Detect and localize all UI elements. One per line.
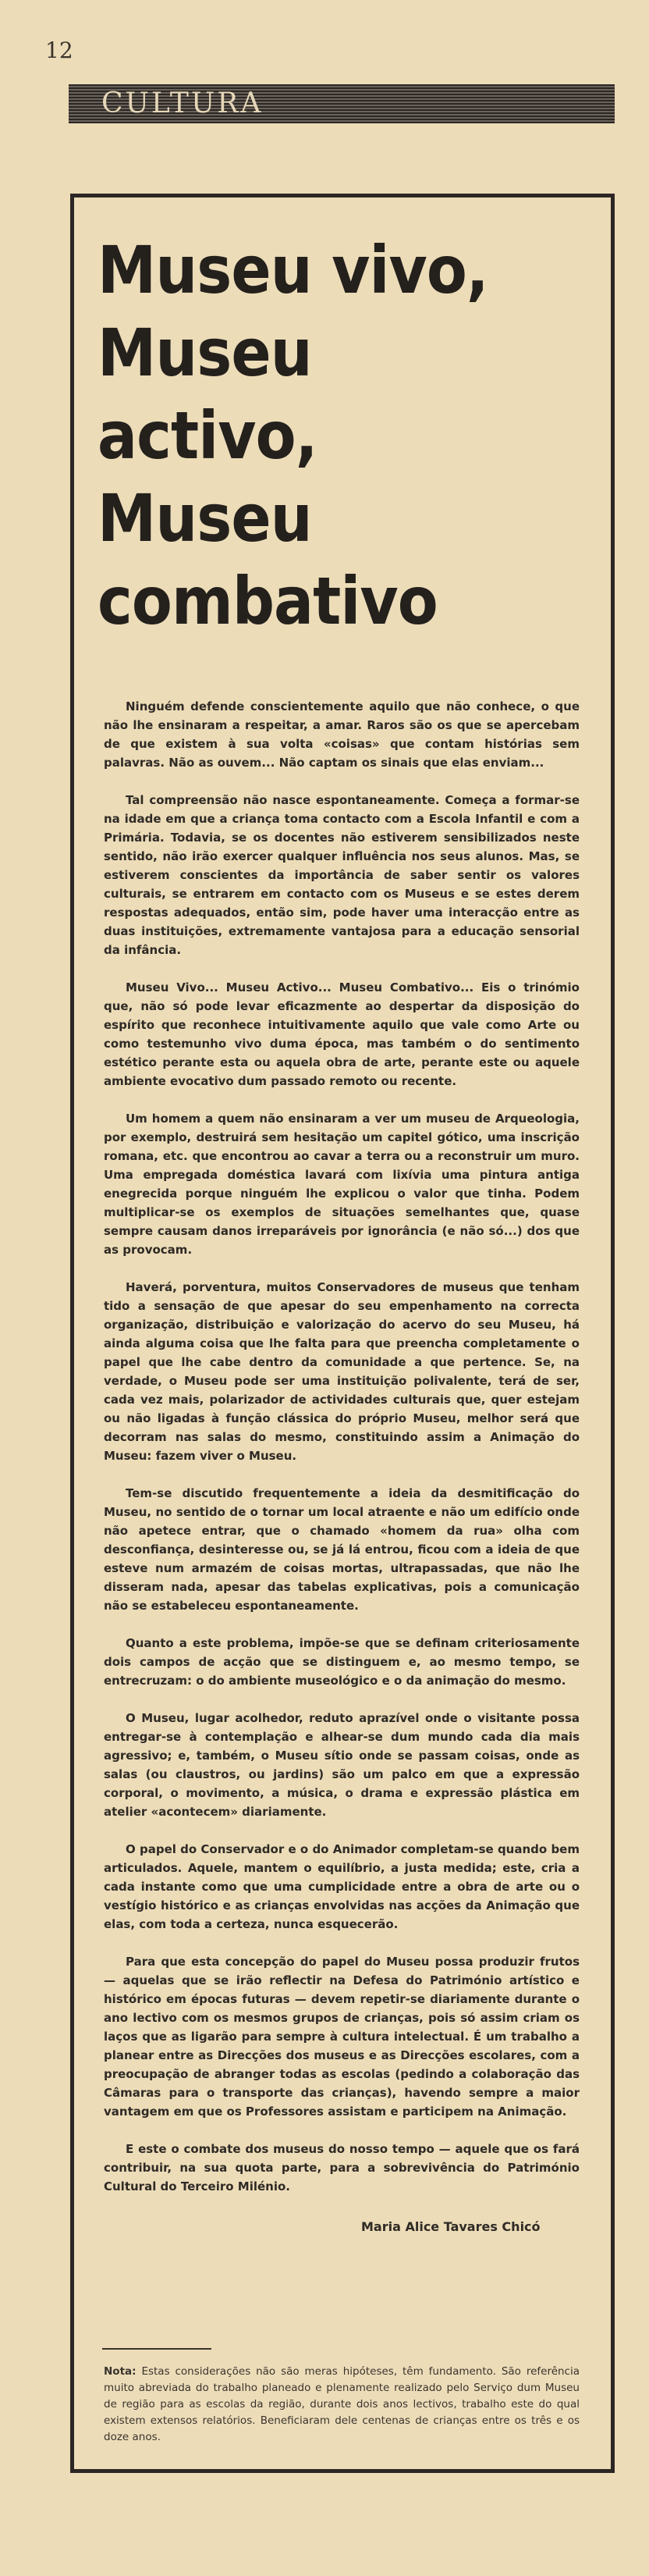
headline-line: Museu vivo, [98, 232, 488, 308]
footnote [104, 2364, 580, 2446]
paragraph: Haverá, porventura, muitos Conservadores de museus que tenham tido a sensação de que apesar do seu empenhamento na correcta organização, distribuição e valorização do acervo do seu Museu, há ainda alguma coisa que lhe falta para que preencha completamente o papel que lhe cabe dentro da comunidade a que pertence. Se, na verdade, o Museu pode ser uma instituição polivalente, terá de ser, cada vez mais, polarizador de actividades culturais que, quer estejam ou não ligadas à função clássica do próprio Museu, melhor será que decorram nas salas do mesmo, constituindo assim a Animação do Museu: fazem viver o Museu. [104, 1280, 580, 1463]
article-body [104, 697, 580, 2215]
paragraph: Museu Vivo... Museu Activo... Museu Combativo... Eis o trinómio que, não só pode levar eficazmente ao despertar da disposição do espírito que reconhece intuitivamente aquilo que vale como Arte ou como testemunho vivo duma época, mas também o do sentimento estético perante esta ou aquela obra de arte, perante este ou aquele ambiente evocativo dum passado remoto ou recente. [104, 980, 580, 1088]
author-signature: Maria Alice Tavares Chicó [361, 2219, 541, 2234]
section-label: CULTURA [101, 87, 264, 119]
footnote-label: Nota: [104, 2365, 137, 2378]
paragraph: E este o combate dos museus do nosso tempo — aquele que os fará contribuir, na sua quota parte, para a sobrevivência do Património Cultural do Terceiro Milénio. [104, 2142, 580, 2194]
headline-line: Museu [98, 480, 312, 557]
paragraph: O Museu, lugar acolhedor, reduto aprazível onde o visitante possa entregar-se à contemplação e alhear-se dum mundo cada dia mais agressivo; e, também, o Museu sítio onde se passam coisas, onde as salas (ou claustros, ou jardins) são um palco em que a expressão corporal, o movimento, a música, o drama e expressão plástica em atelier «acontecem» diariamente. [104, 1711, 580, 1819]
section-banner [69, 84, 615, 123]
article-box [70, 194, 615, 2473]
paragraph: Tem-se discutido frequentemente a ideia da desmitificação do Museu, no sentido de o tornar um local atraente e não um edifício onde não apetece entrar, que o chamado «homem da rua» olha com desconfiança, desinteresse ou, se já lá entrou, ficou com a ideia de que esteve num armazém de coisas mortas, ultrapassadas, que não lhe disseram nada, apesar das tabelas explicativas, pois a comunicação não se estabeleceu espontaneamente. [104, 1486, 580, 1613]
headline [98, 229, 533, 642]
paragraph: O papel do Conservador e o do Animador completam-se quando bem articulados. Aquele, mantem o equilíbrio, a justa medida; este, cria a cada instante como que uma cumplicidade entre a obra de arte ou o vestígio histórico e as crianças envolvidas nas acções da Animação que elas, com toda a certeza, nunca esquecerão. [104, 1842, 580, 1931]
headline-line: Museu activo, [98, 315, 317, 474]
paragraph: Para que esta concepção do papel do Museu possa produzir frutos — aquelas que se irão reflectir na Defesa do Património artístico e histórico em épocas futuras — devem repetir-se diariamente durante o ano lectivo com os mesmos grupos de crianças, pois só assim criam os laços que as ligarão para sempre à cultura intelectual. É um trabalho a planear entre as Direcções dos museus e as Direcções escolares, com a preocupação de abranger todas as escolas (pedindo a colaboração das Câmaras para o transporte das crianças), havendo sempre a maior vantagem em que os Professores assistam e participem na Animação. [104, 1955, 580, 2119]
footnote-text: Estas considerações não são meras hipóteses, têm fundamento. São referência muito abreviada do trabalho planeado e plenamente realizado pelo Serviço dum Museu de região para as escolas da região, durante dois anos lectivos, trabalho este do qual existem extensos relatórios. Beneficiaram dele centenas de crianças entre os três e os doze anos. [104, 2365, 580, 2443]
paragraph: Um homem a quem não ensinaram a ver um museu de Arqueologia, por exemplo, destruirá sem hesitação um capitel gótico, uma inscrição romana, etc. que encontrou ao cavar a terra ou a reconstruir um muro. Uma empregada doméstica lavará com lixívia uma pintura antiga enegrecida porque ninguém lhe explicou o valor que tinha. Podem multiplicar-se os exemplos de situações semelhantes que, quase sempre causam danos irreparáveis por ignorância (e não só...) dos que as provocam. [104, 1112, 580, 1257]
paragraph: Ninguém defende conscientemente aquilo que não conhece, o que não lhe ensinaram a respeitar, a amar. Raros são os que se apercebam de que existem à sua volta «coisas» que contam histórias sem palavras. Não as ouvem... Não captam os sinais que elas enviam... [104, 699, 580, 770]
paragraph: Tal compreensão não nasce espontaneamente. Começa a formar-se na idade em que a criança toma contacto com a Escola Infantil e com a Primária. Todavia, se os docentes não estiverem sensibilizados neste sentido, não irão exercer qualquer influência nos seus alunos. Mas, se estiverem conscientes da importância de saber sentir os valores culturais, se entrarem em contacto com os Museus e se estes derem respostas adequados, então sim, pode haver uma interacção entre as duas instituições, extremamente vantajosa para a educação sensorial da infância. [104, 793, 580, 957]
headline-line: combativo [98, 563, 438, 639]
note-divider [102, 2348, 211, 2350]
paragraph: Quanto a este problema, impõe-se que se definam criteriosamente dois campos de acção que se distinguem e, ao mesmo tempo, se entrecruzam: o do ambiente museológico e o da animação do mesmo. [104, 1636, 580, 1688]
page-number: 12 [45, 37, 73, 63]
